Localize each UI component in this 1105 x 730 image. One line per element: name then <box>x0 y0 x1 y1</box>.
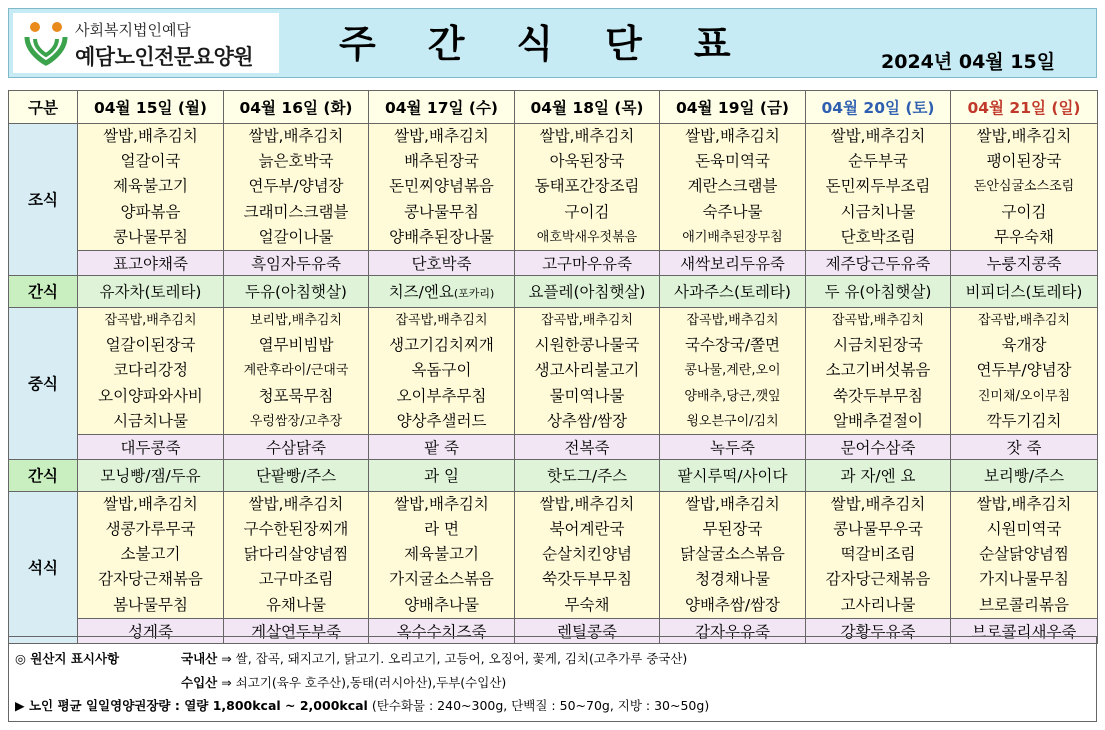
menu-item: 얼갈이국 <box>120 152 181 171</box>
menu-item: 양배추된장나물 <box>389 227 494 246</box>
menu-item: 늙은호박국 <box>258 152 334 171</box>
menu-item: 단호박조림 <box>840 227 916 246</box>
menu-item: 시금치나물 <box>113 411 188 430</box>
menu-item: 순살닭양념찜 <box>979 545 1069 564</box>
snack-cell <box>951 275 1098 307</box>
snack-item: 팥시루떡/사이다 <box>677 467 788 486</box>
menu-item: 연두부/양념장 <box>248 177 344 196</box>
menu-item: 생고기김치찌개 <box>389 336 494 355</box>
menu-item: 양배추,당근,깻잎 <box>684 388 781 404</box>
menu-item: 감자당근채볶음 <box>98 570 203 589</box>
menu-item: 열무비빔밥 <box>258 336 334 355</box>
lunch-menu-cell <box>806 307 951 434</box>
dinner-label: 석식 <box>9 491 78 643</box>
menu-item: 옥돔구이 <box>411 361 472 380</box>
day-header: 04월 15일 (월) <box>78 91 224 124</box>
menu-item: 고구마조림 <box>258 570 334 589</box>
snack-item: 사과주스(토레타) <box>674 283 791 302</box>
menu-item: 쌀밥,배추김치 <box>830 494 926 513</box>
day-header: 04월 20일 (토) <box>806 91 951 124</box>
snack-cell <box>369 275 515 307</box>
weekly-menu-table <box>8 90 1098 644</box>
menu-item: 가지굴소스볶음 <box>389 570 494 589</box>
logo-heart-icon <box>21 19 71 67</box>
menu-item: 쌀밥,배추김치 <box>976 494 1072 513</box>
document-date: 2024년 04월 15일 <box>881 51 1056 73</box>
menu-item: 소불고기 <box>120 545 181 564</box>
menu-item: 잡곡밥,배추김치 <box>977 312 1071 328</box>
breakfast-menu-cell <box>78 124 224 251</box>
day-header: 04월 18일 (목) <box>515 91 660 124</box>
logo <box>13 13 279 73</box>
menu-item: 돈안심굴소스조림 <box>973 179 1075 195</box>
porridge-cell: 수삼닭죽 <box>224 434 369 459</box>
nutrition-label: ▶ 노인 평균 일일영양권장량 : 열량 1,800kcal ~ 2,000kcal <box>15 698 368 713</box>
menu-item: 시금치된장국 <box>833 336 923 355</box>
menu-item: 구수한된장찌개 <box>243 520 349 539</box>
menu-item: 브로콜리볶음 <box>979 595 1069 614</box>
menu-item: 잡곡밥,배추김치 <box>686 312 779 328</box>
menu-item: 애호박새우젓볶음 <box>536 229 638 245</box>
porridge-cell: 옥수수치즈죽 <box>369 618 515 643</box>
snack-cell <box>224 459 369 491</box>
footer-notes <box>8 636 1097 722</box>
menu-item: 알배추겉절이 <box>833 411 923 430</box>
snack-item: 단팥빵/주스 <box>255 467 337 486</box>
menu-item: 돈민찌두부조림 <box>825 177 931 196</box>
menu-item: 쌀밥,배추김치 <box>103 494 198 513</box>
menu-item: 얼갈이나물 <box>258 227 334 246</box>
menu-item: 생콩가루무국 <box>105 520 196 539</box>
snack-item: 요플레(아침햇살) <box>528 283 646 302</box>
dinner-row <box>9 491 1098 618</box>
lunch-porridge-row <box>9 434 1098 459</box>
snack-cell <box>78 275 224 307</box>
menu-item: 잡곡밥,배추김치 <box>104 312 197 328</box>
porridge-cell: 고구마우유죽 <box>515 250 660 275</box>
snack-cell <box>660 459 806 491</box>
menu-item: 돈육미역국 <box>695 152 770 171</box>
breakfast-label: 조식 <box>9 124 78 276</box>
porridge-cell: 흑임자두유죽 <box>224 250 369 275</box>
menu-item: 시금치나물 <box>840 202 916 221</box>
breakfast-porridge-row <box>9 250 1098 275</box>
menu-item: 쌀밥,배추김치 <box>830 127 926 145</box>
menu-item: 봄나물무침 <box>113 595 188 614</box>
import-text: ⇒ 쇠고기(육우 호주산),동태(러시아산),두부(수입산) <box>221 675 507 690</box>
org-name: 예담노인전문요양원 <box>75 45 254 69</box>
breakfast-menu-cell <box>369 124 515 251</box>
breakfast-menu-cell <box>806 124 951 251</box>
menu-item: 콩나물무침 <box>113 227 188 246</box>
porridge-cell: 문어수삼죽 <box>806 434 951 459</box>
lunch-label: 중식 <box>9 307 78 459</box>
menu-item: 잡곡밥,배추김치 <box>831 312 925 328</box>
menu-item: 제육불고기 <box>404 545 479 564</box>
snack-item: 두유(아침햇살) <box>245 283 347 302</box>
menu-item: 콩나물,계란,오이 <box>684 363 781 379</box>
porridge-cell: 렌틸콩죽 <box>515 618 660 643</box>
snack-cell <box>660 275 806 307</box>
menu-item: 청포묵무침 <box>258 386 334 405</box>
menu-item: 쌀밥,배추김치 <box>394 127 489 145</box>
morning-snack-row <box>9 275 1098 307</box>
menu-item: 생고사리불고기 <box>534 361 640 380</box>
menu-item: 쑥갓두부무침 <box>542 570 632 589</box>
snack-cell <box>224 275 369 307</box>
porridge-cell: 녹두죽 <box>660 434 806 459</box>
afternoon-snack-label: 간식 <box>9 459 78 491</box>
menu-item: 쌀밥,배추김치 <box>976 127 1072 145</box>
menu-item: 양파볶음 <box>120 202 181 221</box>
lunch-menu-cell <box>78 307 224 434</box>
porridge-cell: 대두콩죽 <box>78 434 224 459</box>
lunch-menu-cell <box>951 307 1098 434</box>
menu-item: 제육불고기 <box>113 177 188 196</box>
menu-item: 쌀밥,배추김치 <box>539 494 635 513</box>
menu-item: 시원미역국 <box>986 520 1062 539</box>
menu-item: 순살치킨양념 <box>542 545 632 564</box>
origin-domestic <box>181 649 687 667</box>
menu-item: 동태포간장조림 <box>534 177 640 196</box>
snack-item: 비피더스(토레타) <box>965 283 1083 302</box>
menu-item: 보리밥,배추김치 <box>249 312 343 328</box>
porridge-cell: 제주당근두유죽 <box>806 250 951 275</box>
corner-label: 구분 <box>9 91 78 124</box>
menu-item: 쌀밥,배추김치 <box>394 494 489 513</box>
domestic-text: ⇒ 쌀, 잡곡, 돼지고기, 닭고기. 오리고기, 고등어, 오징어, 꽃게, 김치(고추가루 중국산) <box>221 651 688 666</box>
breakfast-menu-cell <box>515 124 660 251</box>
menu-item: 쌀밥,배추김치 <box>248 494 344 513</box>
dinner-menu-cell <box>806 491 951 618</box>
day-header: 04월 19일 (금) <box>660 91 806 124</box>
menu-item: 구이김 <box>564 202 610 221</box>
snack-cell <box>515 275 660 307</box>
import-label: 수입산 <box>181 675 218 690</box>
porridge-cell: 표고야채죽 <box>78 250 224 275</box>
snack-cell <box>951 459 1098 491</box>
snack-item: 두 유(아침햇살) <box>824 283 932 302</box>
day-header: 04월 21일 (일) <box>951 91 1098 124</box>
lunch-row <box>9 307 1098 434</box>
menu-item: 닭다리살양념찜 <box>243 545 349 564</box>
menu-item: 잡곡밥,배추김치 <box>395 312 488 328</box>
menu-item: 얼갈이된장국 <box>105 336 196 355</box>
header-banner <box>8 8 1097 78</box>
menu-item: 육개장 <box>1001 336 1047 355</box>
snack-item: 치즈/엔요 <box>388 283 454 302</box>
porridge-cell: 브로콜리새우죽 <box>951 618 1098 643</box>
lunch-menu-cell <box>660 307 806 434</box>
dinner-menu-cell <box>224 491 369 618</box>
nutrition-text: (탄수화물 : 240~300g, 단백질 : 50~70g, 지방 : 30~50g) <box>371 698 710 713</box>
snack-item: 과 자/엔 요 <box>840 467 916 486</box>
menu-item: 계란스크램블 <box>687 177 778 196</box>
day-header: 04월 17일 (수) <box>369 91 515 124</box>
snack-cell <box>78 459 224 491</box>
lunch-menu-cell <box>224 307 369 434</box>
menu-item: 코다리강정 <box>113 361 188 380</box>
snack-cell <box>369 459 515 491</box>
snack-note: (포카리) <box>453 287 495 301</box>
menu-item: 콩나물무우국 <box>833 520 923 539</box>
menu-item: 쌀밥,배추김치 <box>103 127 198 145</box>
menu-item: 양상추샐러드 <box>396 411 487 430</box>
menu-item: 시원한콩나물국 <box>534 336 640 355</box>
porridge-cell: 게살연두부죽 <box>224 618 369 643</box>
dinner-menu-cell <box>369 491 515 618</box>
menu-item: 연두부/양념장 <box>976 361 1072 380</box>
snack-item: 유자차(토레타) <box>99 283 202 302</box>
porridge-cell: 새싹보리두유죽 <box>660 250 806 275</box>
menu-item: 국수장국/쫄면 <box>684 336 781 355</box>
breakfast-menu-cell <box>224 124 369 251</box>
dinner-menu-cell <box>660 491 806 618</box>
menu-item: 크래미스크램블 <box>243 202 349 221</box>
menu-item: 북어계란국 <box>549 520 625 539</box>
menu-item: 상추쌈/쌈장 <box>546 411 628 430</box>
menu-item: 윙오븐구이/김치 <box>686 413 779 429</box>
lunch-menu-cell <box>369 307 515 434</box>
porridge-cell: 팥 죽 <box>369 434 515 459</box>
dinner-menu-cell <box>515 491 660 618</box>
origin-title: ◎ 원산지 표시사항 <box>15 651 120 666</box>
porridge-cell: 누룽지콩죽 <box>951 250 1098 275</box>
menu-item: 무숙채 <box>564 595 610 614</box>
menu-item: 배추된장국 <box>404 152 479 171</box>
menu-item: 양배추나물 <box>404 595 479 614</box>
dinner-menu-cell <box>951 491 1098 618</box>
menu-item: 쌀밥,배추김치 <box>539 127 635 145</box>
afternoon-snack-row <box>9 459 1098 491</box>
breakfast-menu-cell <box>951 124 1098 251</box>
snack-cell <box>806 275 951 307</box>
porridge-cell: 전복죽 <box>515 434 660 459</box>
menu-item: 쌀밥,배추김치 <box>685 127 780 145</box>
menu-item: 콩나물무침 <box>404 202 479 221</box>
menu-item: 깍두기김치 <box>986 411 1062 430</box>
menu-item: 고사리나물 <box>840 595 916 614</box>
snack-cell <box>806 459 951 491</box>
menu-item: 오이양파와사비 <box>98 386 203 405</box>
menu-item: 청경채나물 <box>695 570 770 589</box>
menu-item: 우렁쌈장/고추장 <box>249 413 343 429</box>
org-name-small: 사회복지법인예담 <box>75 21 191 39</box>
porridge-cell: 감자우유죽 <box>660 618 806 643</box>
menu-item: 물미역나물 <box>549 386 625 405</box>
menu-item: 쌀밥,배추김치 <box>248 127 344 145</box>
snack-item: 보리빵/주스 <box>983 467 1065 486</box>
porridge-cell: 잣 죽 <box>951 434 1098 459</box>
menu-item: 소고기버섯볶음 <box>825 361 931 380</box>
dinner-menu-cell <box>78 491 224 618</box>
menu-item: 계란후라이/근대국 <box>243 363 349 379</box>
menu-item: 애기배추된장무침 <box>682 229 783 245</box>
menu-item: 떡갈비조림 <box>840 545 916 564</box>
menu-item: 라 면 <box>424 520 459 539</box>
menu-item: 쑥갓두부무침 <box>833 386 923 405</box>
menu-item: 팽이된장국 <box>986 152 1062 171</box>
menu-item: 무우숙채 <box>994 227 1054 246</box>
day-header-row <box>9 91 1098 124</box>
snack-item: 모닝빵/잼/두유 <box>100 467 201 486</box>
menu-item: 숙주나물 <box>702 202 763 221</box>
menu-item: 가지나물무침 <box>979 570 1069 589</box>
menu-item: 닭살굴소스볶음 <box>680 545 785 564</box>
snack-cell <box>515 459 660 491</box>
menu-item: 쌀밥,배추김치 <box>685 494 780 513</box>
breakfast-menu-cell <box>660 124 806 251</box>
snack-item: 과 일 <box>424 467 459 486</box>
menu-item: 구이김 <box>1001 202 1047 221</box>
nutrition-note <box>15 696 709 714</box>
menu-item: 유채나물 <box>266 595 326 614</box>
menu-item: 아욱된장국 <box>549 152 625 171</box>
menu-item: 무된장국 <box>702 520 763 539</box>
porridge-cell: 단호박죽 <box>369 250 515 275</box>
porridge-cell: 강황두유죽 <box>806 618 951 643</box>
page-title: 주간식단표 <box>339 22 783 66</box>
porridge-cell: 성게죽 <box>78 618 224 643</box>
domestic-label: 국내산 <box>181 651 218 666</box>
menu-item: 돈민찌양념볶음 <box>389 177 494 196</box>
origin-import <box>181 673 506 691</box>
menu-item: 잡곡밥,배추김치 <box>540 312 634 328</box>
morning-snack-label: 간식 <box>9 275 78 307</box>
menu-item: 순두부국 <box>848 152 908 171</box>
snack-item: 핫도그/주스 <box>546 467 628 486</box>
lunch-menu-cell <box>515 307 660 434</box>
menu-item: 오이부추무침 <box>396 386 487 405</box>
day-header: 04월 16일 (화) <box>224 91 369 124</box>
menu-item: 진미채/오이무침 <box>977 388 1071 404</box>
menu-item: 감자당근채볶음 <box>825 570 931 589</box>
menu-item: 양배추쌈/쌈장 <box>684 595 781 614</box>
breakfast-row <box>9 124 1098 251</box>
